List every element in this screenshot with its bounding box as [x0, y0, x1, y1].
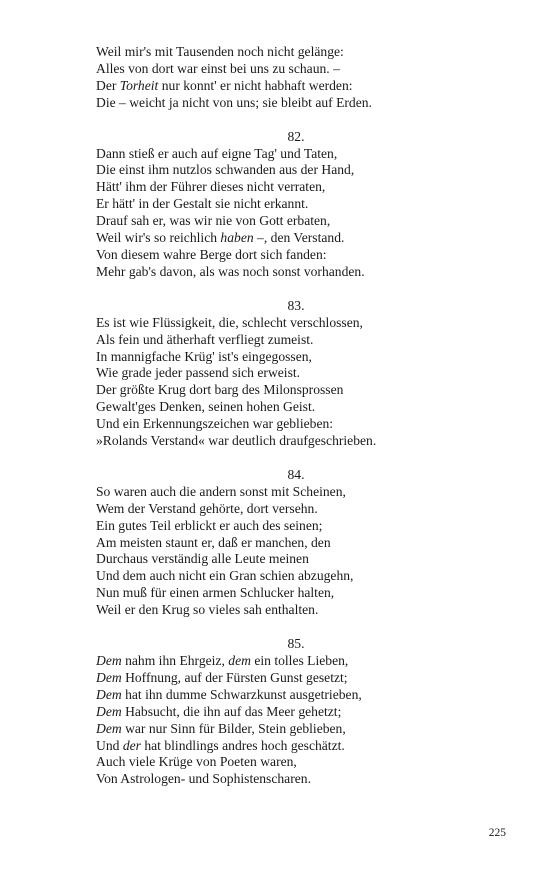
- verse-text: Wem der Verstand gehörte, dort versehn.: [96, 500, 318, 516]
- stanza-number: 82.: [287, 128, 305, 144]
- verse-text: Am meisten staunt er, daß er manchen, den: [96, 534, 331, 550]
- verse-text: Weil wir's so reichlich: [96, 230, 221, 246]
- verse-line: [96, 501, 496, 518]
- verse-line: [96, 146, 496, 163]
- verse-text: nahm ihn Ehrgeiz,: [121, 653, 229, 668]
- verse-text: Der: [96, 77, 120, 93]
- verse-line: [96, 687, 496, 704]
- verse-text: Die – weicht ja nicht von uns; sie bleibt auf Erden.: [96, 94, 372, 110]
- stanza-list: [96, 44, 496, 788]
- verse-line: [96, 484, 496, 501]
- verse-text: Von Astrologen- und Sophistenscharen.: [96, 771, 311, 787]
- verse-line: [96, 162, 496, 179]
- verse-text: Alles von dort war einst bei uns zu schaun. –: [96, 60, 340, 76]
- verse-emphasis: Dem: [96, 669, 122, 685]
- stanza: [96, 298, 496, 450]
- verse-text: Gewalt'ges Denken, seinen hohen Geist.: [96, 399, 316, 415]
- verse-line: [96, 315, 496, 332]
- verse-line: [96, 704, 496, 721]
- stanza-number: 84.: [287, 466, 305, 482]
- verse-text: ein tolles Lieben,: [250, 653, 349, 668]
- verse-line: [96, 264, 496, 281]
- stanza-number: 85.: [287, 636, 305, 652]
- verse-line: [96, 382, 496, 399]
- verse-text: Die einst ihm nutzlos schwanden aus der Hand,: [96, 162, 355, 178]
- verse-line: [96, 213, 496, 230]
- stanza: [96, 467, 496, 619]
- verse-text: »Rolands Verstand« war deutlich draufgeschrieben.: [96, 433, 377, 449]
- verse-text: So waren auch die andern sonst mit Scheinen,: [96, 483, 346, 499]
- stanza: [96, 129, 496, 281]
- verse-text: Von diesem wahre Berge dort sich fanden:: [96, 246, 327, 262]
- stanza: [96, 44, 496, 112]
- verse-line: [96, 399, 496, 416]
- verse-text: Durchaus verständig alle Leute meinen: [96, 551, 309, 567]
- verse-line: [96, 518, 496, 535]
- verse-text: Auch viele Krüge von Poeten waren,: [96, 754, 297, 770]
- verse-emphasis: Dem: [96, 686, 122, 702]
- verse-line: [96, 95, 496, 112]
- stanza: [96, 636, 496, 788]
- verse-text: Als fein und ätherhaft verfliegt zumeist.: [96, 331, 314, 347]
- verse-line: [96, 754, 496, 771]
- verse-line: [96, 670, 496, 687]
- verse-emphasis: haben: [220, 230, 254, 246]
- verse-line: [96, 738, 496, 755]
- verse-text: Habsucht, die ihn auf das Meer gehetzt;: [121, 703, 342, 719]
- verse-emphasis: Dem: [96, 720, 122, 736]
- verse-text: Weil mir's mit Tausenden noch nicht gelänge:: [96, 44, 344, 59]
- page-number: 225: [488, 827, 506, 839]
- verse-text: nur konnt' er nicht habhaft werden:: [158, 77, 353, 93]
- page-text: [96, 44, 496, 805]
- verse-line: [96, 61, 496, 78]
- verse-line: [96, 78, 496, 95]
- verse-emphasis: der: [122, 737, 141, 753]
- verse-line: [96, 721, 496, 738]
- verse-line: [96, 568, 496, 585]
- verse-line: [96, 349, 496, 366]
- verse-text: Und ein Erkennungszeichen war geblieben:: [96, 416, 334, 432]
- verse-line: [96, 535, 496, 552]
- verse-text: Drauf sah er, was wir nie von Gott erbaten,: [96, 213, 331, 229]
- verse-line: [96, 332, 496, 349]
- verse-text: Und dem auch nicht ein Gran schien abzugehn,: [96, 568, 354, 584]
- verse-text: Dann stieß er auch auf eigne Tag' und Taten,: [96, 145, 338, 161]
- verse-line: [96, 179, 496, 196]
- verse-text: Mehr gab's davon, als was noch sonst vorhanden.: [96, 263, 365, 279]
- verse-text: Der größte Krug dort barg des Milonsprossen: [96, 382, 344, 398]
- verse-text: Er hätt' in der Gestalt sie nicht erkannt.: [96, 196, 309, 212]
- verse-line: [96, 416, 496, 433]
- verse-emphasis: dem: [228, 653, 251, 668]
- verse-line: [96, 653, 496, 670]
- verse-text: Ein gutes Teil erblickt er auch des seinen;: [96, 517, 323, 533]
- verse-line: [96, 196, 496, 213]
- verse-text: Weil er den Krug so vieles sah enthalten.: [96, 602, 319, 618]
- verse-emphasis: Dem: [96, 703, 122, 719]
- verse-text: Und: [96, 737, 123, 753]
- verse-line: [96, 433, 496, 450]
- verse-line: [96, 602, 496, 619]
- verse-text: Hätt' ihm der Führer dieses nicht verraten,: [96, 179, 326, 195]
- stanza-number: 83.: [287, 297, 305, 313]
- verse-emphasis: Dem: [96, 653, 122, 668]
- verse-line: [96, 551, 496, 568]
- verse-text: Hoffnung, auf der Fürsten Gunst gesetzt;: [121, 669, 348, 685]
- verse-text: Es ist wie Flüssigkeit, die, schlecht verschlossen,: [96, 314, 363, 330]
- verse-text: hat blindlings andres hoch geschätzt.: [140, 737, 345, 753]
- verse-line: [96, 230, 496, 247]
- verse-text: hat ihn dumme Schwarzkunst ausgetrieben,: [121, 686, 362, 702]
- verse-line: [96, 44, 496, 61]
- verse-line: [96, 585, 496, 602]
- verse-text: Nun muß für einen armen Schlucker halten,: [96, 585, 335, 601]
- verse-line: [96, 365, 496, 382]
- verse-emphasis: Torheit: [119, 77, 159, 93]
- verse-text: Wie grade jeder passend sich erweist.: [96, 365, 301, 381]
- verse-line: [96, 771, 496, 788]
- verse-line: [96, 247, 496, 264]
- verse-text: In mannigfache Krüg' ist's eingegossen,: [96, 348, 312, 364]
- verse-text: war nur Sinn für Bilder, Stein geblieben,: [121, 720, 346, 736]
- verse-text: –, den Verstand.: [253, 230, 345, 246]
